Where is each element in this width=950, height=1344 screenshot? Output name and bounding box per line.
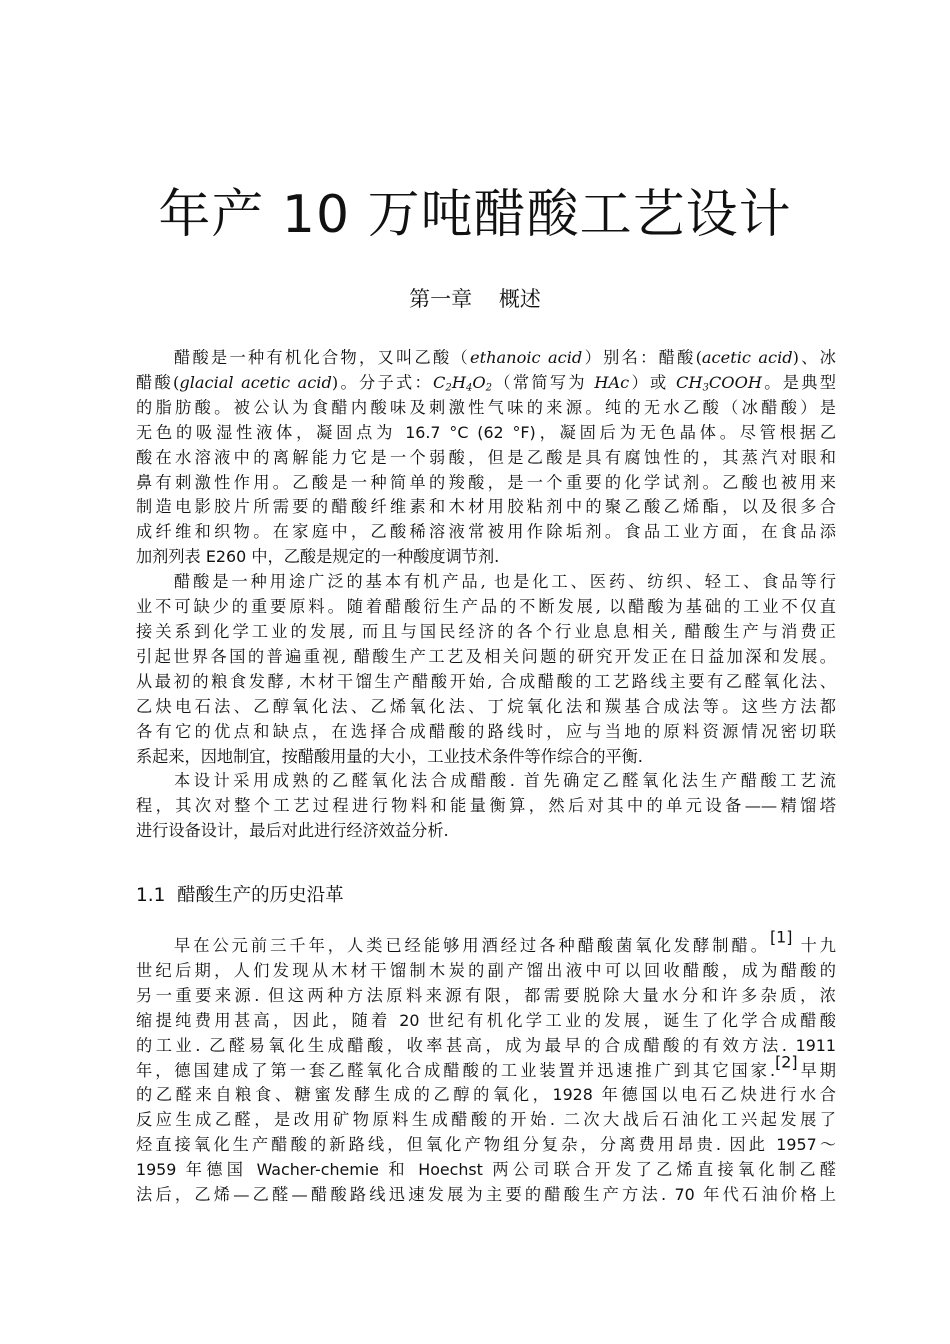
paragraph-4-line: 早在公元前三千年，人类已经能够用酒经过各种醋酸菌氧化发酵制醋。[1] 十九 — [174, 927, 836, 955]
paragraph-4-line: 另一重要来源. 但这两种方法原料来源有限，都需要脱除大量水分和许多杂质，浓 — [136, 985, 836, 1005]
paragraph-2-line: 系起来，因地制宜，按醋酸用量的大小，工业技术条件等作综合的平衡. — [136, 746, 643, 766]
paragraph-4-line: 反应生成乙醛，是改用矿物原料生成醋酸的开始. 二次大战后石油化工兴起发展了 — [136, 1110, 836, 1130]
paragraph-4-line: 的乙醛来自粮食、糖蜜发酵生成的乙醇的氧化，1928 年德国以电石乙炔进行水合 — [136, 1085, 836, 1105]
paragraph-4-line: 世纪后期，人们发现从木材干馏制木炭的副产馏出液中可以回收醋酸，成为醋酸的 — [136, 960, 836, 980]
paragraph-2-line: 各有它的优点和缺点，在选择合成醋酸的路线时，应与当地的原料资源情况密切联 — [136, 721, 836, 741]
paragraph-1-line: 成纤维和织物。在家庭中，乙酸稀溶液常被用作除垢剂。食品工业方面，在食品添 — [136, 522, 836, 542]
overview-body — [136, 346, 836, 844]
citation-2[interactable]: [2] — [775, 1051, 798, 1071]
paragraph-3-line: 本设计采用成熟的乙醛氧化法合成醋酸. 首先确定乙醛氧化法生产醋酸工艺流 — [174, 771, 836, 791]
paragraph-2-line: 从最初的粮食发酵, 木材干馏生产醋酸开始, 合成醋酸的工艺路线主要有乙醛氧化法、 — [136, 671, 836, 691]
paragraph-1-line: 醋酸是一种有机化合物，又叫乙酸（ethanoic acid）别名：醋酸(acetic acid)、冰 — [174, 348, 836, 367]
paragraph-2-line: 醋酸是一种用途广泛的基本有机产品, 也是化工、医药、纺织、轻工、食品等行 — [174, 572, 836, 592]
paragraph-4-line: 1959 年德国 Wacher-chemie 和 Hoechst 两公司联合开发了乙烯直接氧化制乙醛 — [136, 1160, 836, 1180]
paragraph-1-line: 的脂肪酸。被公认为食醋内酸味及刺激性气味的来源。纯的无水乙酸（冰醋酸）是 — [136, 397, 836, 417]
paragraph-2-line: 接关系到化学工业的发展, 而且与国民经济的各个行业息息相关, 醋酸生产与消费正 — [136, 621, 836, 641]
chapter-heading: 第一章 概述 — [409, 287, 541, 311]
paragraph-2-line: 业不可缺少的重要原料。随着醋酸衍生产品的不断发展, 以醋酸为基础的工业不仅直 — [136, 597, 836, 617]
paragraph-4-line: 的工业. 乙醛易氧化生成醋酸，收率甚高，成为最早的合成醋酸的有效方法. 1911 — [136, 1035, 836, 1055]
formula-ch3cooh: $CH_3COOH$ — [676, 372, 762, 394]
paragraph-1-line: 鼻有刺激性作用。乙酸是一种简单的羧酸，是一个重要的化学试剂。乙酸也被用来 — [136, 472, 836, 492]
paragraph-4-line: 法后，乙烯—乙醛—醋酸路线迅速发展为主要的醋酸生产方法. 70 年代石油价格上 — [136, 1185, 836, 1205]
paragraph-4-line: 缩提纯费用甚高，因此，随着 20 世纪有机化学工业的发展，诞生了化学合成醋酸 — [136, 1010, 836, 1030]
formula-acetic-acid: $C_2H_4O_2$ — [433, 372, 492, 394]
paragraph-2-line: 引起世界各国的普遍重视, 醋酸生产工艺及相关问题的研究开发正在日益加深和发展。 — [136, 646, 836, 666]
paragraph-1-line: 酸在水溶液中的离解能力它是一个弱酸，但是乙酸是具有腐蚀性的，其蒸汽对眼和 — [136, 447, 836, 467]
paragraph-3-line: 程，其次对整个工艺过程进行物料和能量衡算，然后对其中的单元设备——精馏塔 — [136, 796, 836, 816]
paragraph-1-line: 加剂列表 E260 中，乙酸是规定的一种酸度调节剂. — [136, 547, 500, 567]
paragraph-1-line: 无色的吸湿性液体，凝固点为 16.7 °C (62 °F)，凝固后为无色晶体。尽管根据乙 — [136, 422, 837, 442]
paragraph-4-line: 烃直接氧化生产醋酸的新路线，但氧化产物组分复杂，分离费用昂贵. 因此 1957～ — [136, 1135, 837, 1155]
paragraph-1-line: 醋酸(glacial acetic acid)。分子式：$C_2H_4O_2$（常简写为 HAc）或 $CH_3COOH$。是典型 — [136, 372, 836, 394]
citation-1[interactable]: [1] — [769, 927, 793, 947]
paragraph-1-line: 制造电影胶片所需要的醋酸纤维素和木材用胶粘剂中的聚乙酸乙烯酯，以及很多合 — [136, 497, 836, 517]
section-heading: 1.1 醋酸生产的历史沿革 — [136, 885, 344, 906]
document-title: 年产 10 万吨醋酸工艺设计 — [158, 185, 792, 245]
paragraph-4-line: 年，德国建成了第一套乙醛氧化合成醋酸的工业装置并迅速推广到其它国家.[2]早期 — [136, 1051, 836, 1080]
paragraph-3-line: 进行设备设计，最后对此进行经济效益分析. — [136, 821, 449, 841]
paragraph-2-line: 乙炔电石法、乙醇氧化法、乙烯氧化法、丁烷氧化法和羰基合成法等。这些方法都 — [136, 696, 836, 716]
history-body — [136, 927, 837, 1208]
